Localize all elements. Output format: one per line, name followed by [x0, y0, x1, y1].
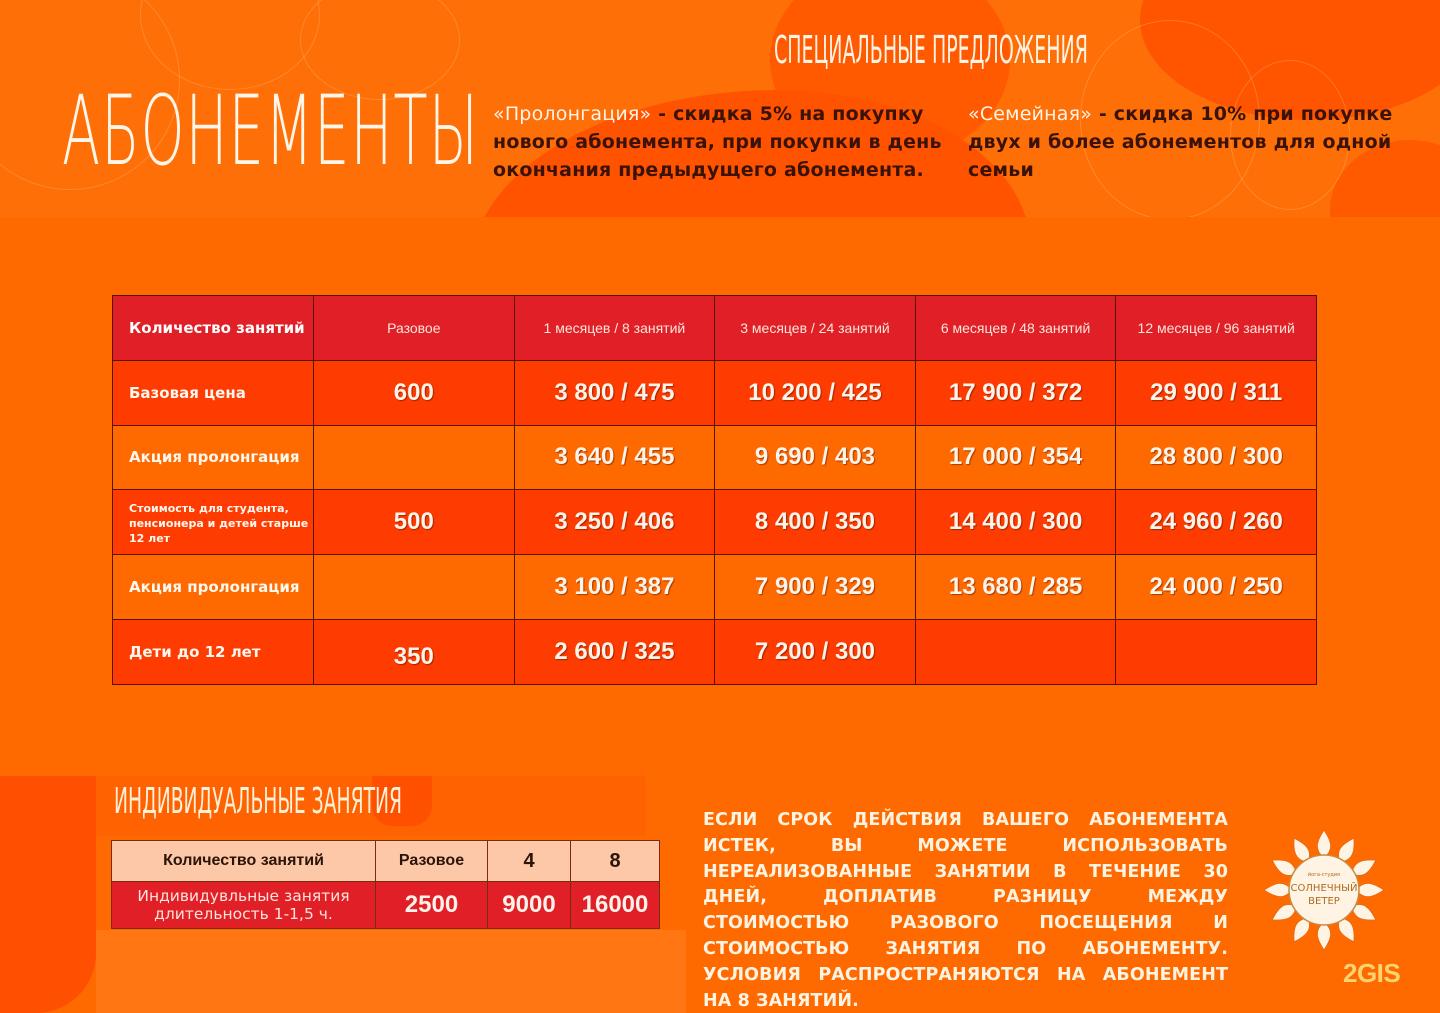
- price-cell: 7 200 / 300: [715, 619, 916, 684]
- row-label: Акция пролонгация: [113, 425, 314, 490]
- row-label: [112, 882, 376, 929]
- svg-text:СОЛНЕЧНЫЙ: СОЛНЕЧНЫЙ: [1290, 883, 1358, 894]
- column-header: Разовое: [314, 296, 515, 361]
- column-header: 4: [488, 841, 571, 882]
- pricing-table: [112, 295, 1317, 685]
- price-cell: 3 640 / 455: [514, 425, 715, 490]
- column-header: 6 месяцев / 48 занятий: [915, 296, 1116, 361]
- price-cell: 3 250 / 406: [514, 490, 715, 555]
- decor-band: [96, 930, 686, 1013]
- column-header: 3 месяцев / 24 занятий: [715, 296, 916, 361]
- table-row: [112, 882, 660, 929]
- price-cell: 2500: [376, 882, 488, 929]
- offer-prolongation: [493, 100, 953, 184]
- table-row: [113, 619, 1317, 684]
- offer-name: «Пролонгация»: [493, 103, 652, 125]
- individual-section-title: ИНДИВИДУАЛЬНЫЕ ЗАНЯТИЯ: [114, 781, 403, 822]
- column-header: Разовое: [376, 841, 488, 882]
- row-label: Дети до 12 лет: [113, 619, 314, 684]
- price-cell: [314, 425, 515, 490]
- price-cell: 29 900 / 311: [1116, 360, 1317, 425]
- expiry-notice: ЕСЛИ СРОК ДЕЙСТВИЯ ВАШЕГО АБОНЕМЕНТА ИСТЕК, ВЫ МОЖЕТЕ ИСПОЛЬЗОВАТЬ НЕРЕАЛИЗОВАННЫЕ ЗАНЯТИИ В ТЕЧЕНИЕ 30 ДНЕЙ, ДОПЛАТИВ РАЗНИЦУ МЕЖДУ СТОИМОСТЬЮ РАЗОВОГО ПОСЕЩЕНИЯ И СТОИМОСТЬЮ ЗАНЯТИЯ ПО АБОНЕМЕНТУ. УСЛОВИЯ РАСПРОСТРАНЯЮТСЯ НА АБОНЕМЕНТ НА 8 ЗАНЯТИЙ.: [703, 810, 1228, 1011]
- special-offers-title: СПЕЦИАЛЬНЫЕ ПРЕДЛОЖЕНИЯ: [774, 28, 1088, 72]
- column-header: 8: [571, 841, 660, 882]
- price-cell: 17 000 / 354: [915, 425, 1116, 490]
- individual-table: [111, 840, 660, 929]
- decor-blob: [0, 776, 96, 1013]
- studio-logo-icon: [1262, 828, 1386, 952]
- table-row: [113, 555, 1317, 620]
- row-label: Стоимость для студента, пенсионера и детей старше 12 лет: [113, 490, 314, 555]
- column-header: 1 месяцев / 8 занятий: [514, 296, 715, 361]
- table-header-row: [113, 296, 1317, 361]
- price-cell: 13 680 / 285: [915, 555, 1116, 620]
- price-cell: 500: [314, 490, 515, 555]
- row-label: Базовая цена: [113, 360, 314, 425]
- price-cell: 9 690 / 403: [715, 425, 916, 490]
- column-header: Количество занятий: [112, 841, 376, 882]
- svg-text:ВЕТЕР: ВЕТЕР: [1308, 896, 1340, 907]
- price-cell: [915, 619, 1116, 684]
- price-cell: 350: [314, 619, 515, 684]
- price-cell: 9000: [488, 882, 571, 929]
- price-cell: 7 900 / 329: [715, 555, 916, 620]
- price-cell: 14 400 / 300: [915, 490, 1116, 555]
- row-label: Акция пролонгация: [113, 555, 314, 620]
- price-cell: 3 100 / 387: [514, 555, 715, 620]
- price-cell: 28 800 / 300: [1116, 425, 1317, 490]
- price-cell: 17 900 / 372: [915, 360, 1116, 425]
- row-label-line: длительность 1-1,5 ч.: [154, 905, 333, 923]
- row-label-line: Индивидувльные занятия: [137, 887, 350, 905]
- column-header: Количество занятий: [113, 296, 314, 361]
- table-row: [113, 360, 1317, 425]
- page-title: АБОНЕМЕНТЫ: [62, 75, 479, 187]
- watermark-2gis: 2GIS: [1343, 958, 1401, 988]
- price-cell: [314, 555, 515, 620]
- price-cell: [1116, 619, 1317, 684]
- table-header-row: [112, 841, 660, 882]
- offer-text: - скидка 5% на покупку нового абонемента, при покупки в день окончания предыдущего абонемента.: [493, 103, 942, 181]
- table-row: [113, 425, 1317, 490]
- price-cell: 24 000 / 250: [1116, 555, 1317, 620]
- header-banner: [0, 0, 1440, 217]
- offer-family: [968, 100, 1408, 184]
- svg-text:йога-студия: йога-студия: [1307, 872, 1341, 878]
- price-cell: 8 400 / 350: [715, 490, 916, 555]
- price-cell: 24 960 / 260: [1116, 490, 1317, 555]
- offer-name: «Семейная»: [968, 103, 1093, 125]
- price-cell: 600: [314, 360, 515, 425]
- price-cell: 16000: [571, 882, 660, 929]
- price-cell: 10 200 / 425: [715, 360, 916, 425]
- offer-text: - скидка 10% при покупке двух и более абонементов для одной семьи: [968, 103, 1393, 181]
- table-row: [113, 490, 1317, 555]
- column-header: 12 месяцев / 96 занятий: [1116, 296, 1317, 361]
- price-cell: 3 800 / 475: [514, 360, 715, 425]
- price-cell: 2 600 / 325: [514, 619, 715, 684]
